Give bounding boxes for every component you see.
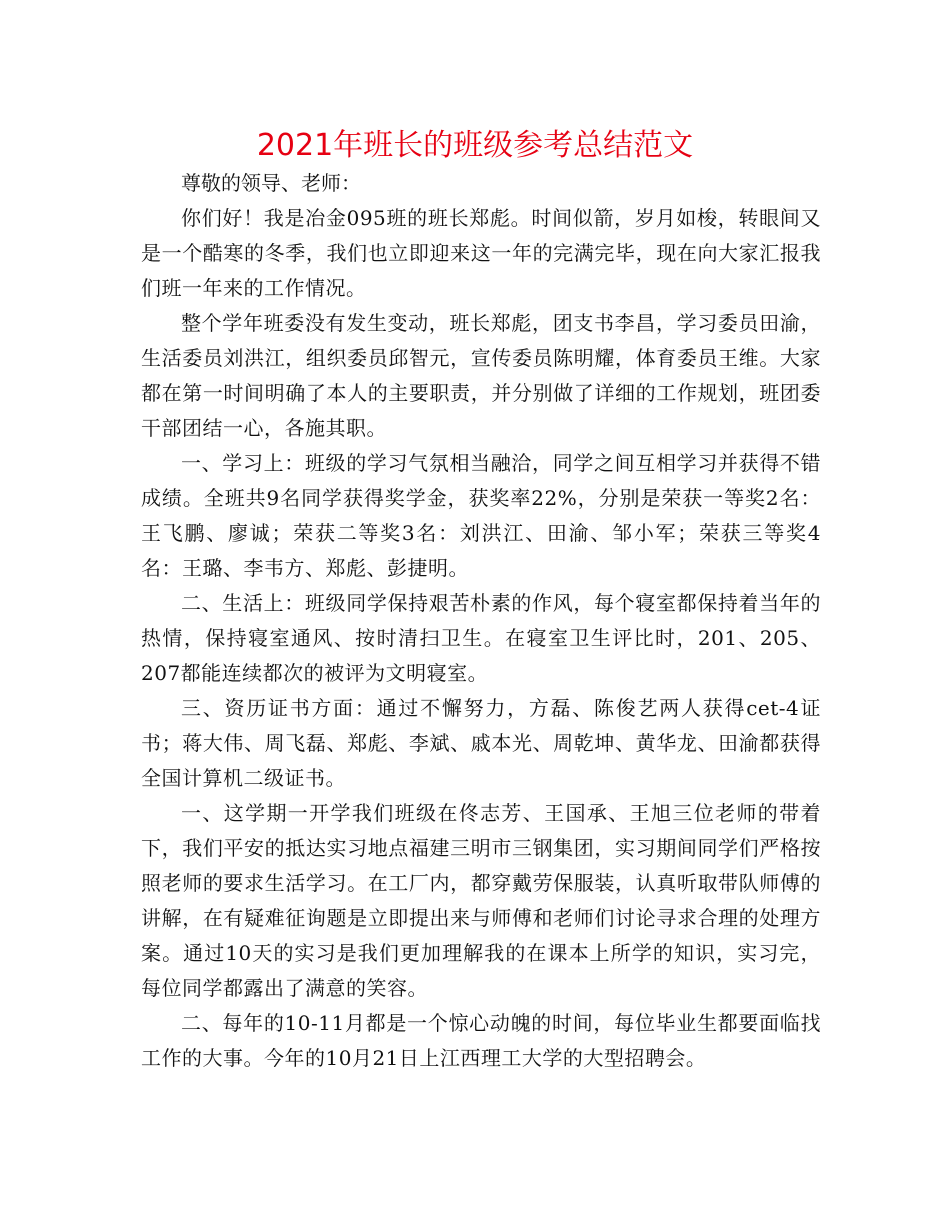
document-title: 2021年班长的班级参考总结范文: [256, 128, 694, 163]
paragraph-certificates: 三、资历证书方面：通过不懈努力，方磊、陈俊艺两人获得cet-4证书；蒋大伟、周飞磊、郑彪、李斌、戚本光、周乾坤、黄华龙、田渝都获得全国计算机二级证书。: [141, 696, 821, 790]
document-body: [141, 166, 821, 1076]
paragraph-internship: 一、这学期一开学我们班级在佟志芳、王国承、王旭三位老师的带着下，我们平安的抵达实习地点福建三明市三钢集团，实习期间同学们严格按照老师的要求生活学习。在工厂内，都穿戴劳保服装，认真听取带队师傅的讲解，在有疑难征询题是立即提出来与师傅和老师们讨论寻求合理的处理方案。通过10天的实习是我们更加理解我的在课本上所学的知识，实习完，每位同学都露出了满意的笑容。: [141, 801, 821, 1000]
paragraph-life: 二、生活上：班级同学保持艰苦朴素的作风，每个寝室都保持着当年的热情，保持寝室通风、按时清扫卫生。在寝室卫生评比时，201、205、207都能连续都次的被评为文明寝室。: [141, 591, 821, 685]
paragraph-study: 一、学习上：班级的学习气氛相当融洽，同学之间互相学习并获得不错成绩。全班共9名同学获得奖学金，获奖率22%，分别是荣获一等奖2名：王飞鹏、廖诚；荣获二等奖3名：刘洪江、田渝、邹小军；荣获三等奖4名：王璐、李韦方、郑彪、彭捷明。: [141, 451, 821, 580]
salutation: 尊敬的领导、老师：: [181, 171, 361, 195]
paragraph-job-fair: 二、每年的10-11月都是一个惊心动魄的时间，每位毕业生都要面临找工作的大事。今年的10月21日上江西理工大学的大型招聘会。: [141, 1011, 821, 1070]
paragraph-committee: 整个学年班委没有发生变动，班长郑彪，团支书李昌，学习委员田渝，生活委员刘洪江，组织委员邱智元，宣传委员陈明耀，体育委员王维。大家都在第一时间明确了本人的主要职责，并分别做了详细的工作规划，班团委干部团结一心，各施其职。: [141, 311, 821, 440]
paragraph-greeting: 你们好！我是冶金095班的班长郑彪。时间似箭，岁月如梭，转眼间又是一个酷寒的冬季，我们也立即迎来这一年的完满完毕，现在向大家汇报我们班一年来的工作情况。: [141, 206, 821, 300]
